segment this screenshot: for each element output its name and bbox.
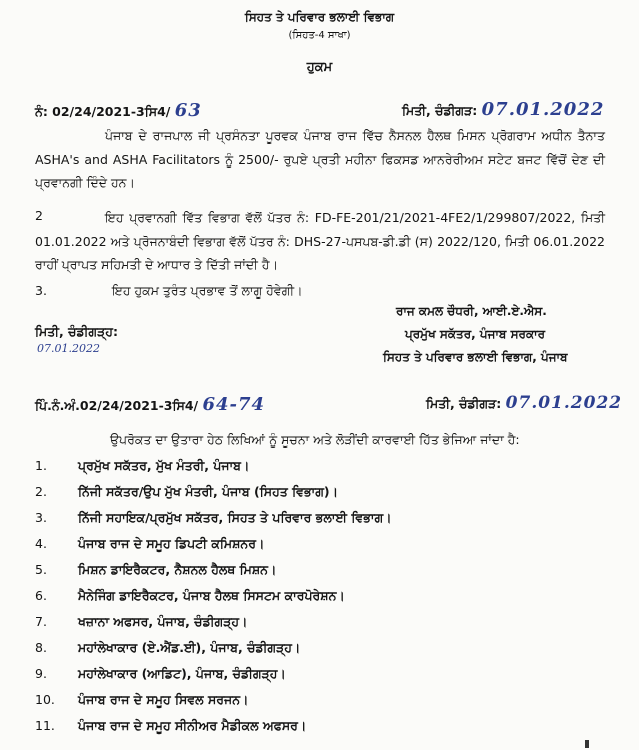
list-item-number: 8.	[35, 640, 47, 655]
order-reference	[35, 100, 202, 121]
list-item-text: ਮਹਾਂਲੇਖਾਕਾਰ (ਏ.ਐਂਡ.ਈ), ਪੰਜਾਬ, ਚੰਡੀਗੜ੍ਹ।	[78, 640, 301, 655]
endorsement-reference	[35, 394, 265, 415]
endorsement-intro: ਉਪਰੋਕਤ ਦਾ ਉਤਾਰਾ ਹੇਠ ਲਿਖਿਆਂ ਨੂੰ ਸੂਚਨਾ ਅਤੇ ਲੋੜੀਂਦੀ ਕਾਰਵਾਈ ਹਿੱਤ ਭੇਜਿਆ ਜਾਂਦਾ ਹੈ:	[110, 432, 520, 447]
endorsement-ref-handwritten: 64-74	[202, 394, 266, 415]
order-paragraph-2: ਇਹ ਪ੍ਰਵਾਨਗੀ ਵਿੱਤ ਵਿਭਾਗ ਵੱਲੋਂ ਪੱਤਰ ਨੰ: FD-FE-201/21/2021-4FE2/1/299807/2022, ਮਿਤੀ 01.01.2022 ਅਤੇ ਪ੍ਰੋਜਨਾਬੰਦੀ ਵਿਭਾਗ ਵੱਲੋਂ ਪੱਤਰ ਨੰ: DHS-27-ਪਸਪਬ-ਡੀ.ਡੀ (ਸ) 2022/120, ਮਿਤੀ 06.01.2022 ਰਾਹੀਂ ਪ੍ਰਾਪਤ ਸਹਿਮਤੀ ਦੇ ਆਧਾਰ ਤੇ ਦਿੱਤੀ ਜਾਂਦੀ ਹੈ।	[35, 210, 605, 272]
list-item-text: ਪੰਜਾਬ ਰਾਜ ਦੇ ਸਮੂਹ ਡਿਪਟੀ ਕਮਿਸ਼ਨਰ।	[78, 536, 265, 551]
list-item-number: 5.	[35, 562, 47, 577]
list-item-text: ਪ੍ਰਮੁੱਖ ਸਕੱਤਰ, ਮੁੱਖ ਮੰਤਰੀ, ਪੰਜਾਬ।	[78, 458, 250, 473]
list-item-number: 4.	[35, 536, 47, 551]
list-item-text: ਪੰਜਾਬ ਰਾਜ ਦੇ ਸਮੂਹ ਸਿਵਲ ਸਰਜਨ।	[78, 692, 249, 707]
order-date	[402, 99, 604, 120]
endorsement-date-handwritten: 07.01.2022	[505, 393, 623, 413]
department-heading: ਸਿਹਤ ਤੇ ਪਰਿਵਾਰ ਭਲਾਈ ਵਿਭਾਗ	[244, 10, 395, 24]
branch-subheading: (ਸਿਹਤ-4 ਸਾਖਾ)	[288, 30, 351, 41]
list-item-text: ਮੈਨੇਜਿੰਗ ਡਾਇਰੈਕਟਰ, ਪੰਜਾਬ ਹੈਲਥ ਸਿਸਟਮ ਕਾਰਪੋਰੇਸ਼ਨ।	[78, 588, 345, 603]
order-title: ਹੁਕਮ	[306, 60, 333, 75]
endorsement-date-label: ਮਿਤੀ, ਚੰਡੀਗੜ:	[426, 396, 502, 411]
list-item-text: ਮਹਾਂਲੇਖਾਕਾਰ (ਆਡਿਟ), ਪੰਜਾਬ, ਚੰਡੀਗੜ੍ਹ।	[78, 666, 286, 681]
page-edge-mark	[585, 740, 589, 748]
order-paragraph-1: ਪੰਜਾਬ ਦੇ ਰਾਜਪਾਲ ਜੀ ਪ੍ਰਸੰਨਤਾ ਪੂਰਵਕ ਪੰਜਾਬ ਰਾਜ ਵਿੱਚ ਨੈਸਨਲ ਹੈਲਥ ਮਿਸਨ ਪ੍ਰੋਗਰਾਮ ਅਧੀਨ ਤੈਨਾਤ ASHA's and ASHA Facilitators ਨੂੰ 2500/- ਰੁਪਏ ਪ੍ਰਤੀ ਮਹੀਨਾ ਫਿਕਸਡ ਆਨਰੇਰੀਅਮ ਸਟੇਟ ਬਜਟ ਵਿੱਚੋਂ ਦੇਣ ਦੀ ਪ੍ਰਵਾਨਗੀ ਦਿੰਦੇ ਹਨ।	[35, 128, 605, 190]
list-item-number: 3.	[35, 510, 47, 525]
endorsement-ref-label: ਪਿੰ.ਨੰ.ਅੰ.02/24/2021-3ਸਿ4/	[35, 398, 199, 413]
list-item-number: 6.	[35, 588, 47, 603]
order-ref-handwritten: 63	[174, 100, 202, 121]
list-item-text: ਖਜ਼ਾਨਾ ਅਫਸਰ, ਪੰਜਾਬ, ਚੰਡੀਗੜ੍ਹ।	[78, 614, 248, 629]
order-paragraph-3: ਇਹ ਹੁਕਮ ਤੁਰੰਤ ਪ੍ਰਭਾਵ ਤੋਂ ਲਾਗੂ ਹੋਵੇਗੀ।	[112, 283, 303, 298]
paragraph-2-number: 2	[35, 208, 43, 223]
signatory-designation: ਪ੍ਰਮੁੱਖ ਸਕੱਤਰ, ਪੰਜਾਬ ਸਰਕਾਰ	[405, 327, 546, 341]
list-item-number: 1.	[35, 458, 47, 473]
list-item-text: ਨਿੱਜੀ ਸਕੱਤਰ/ਉਪ ਮੁੱਖ ਮੰਤਰੀ, ਪੰਜਾਬ (ਸਿਹਤ ਵਿਭਾਗ)।	[78, 484, 339, 499]
list-item-number: 9.	[35, 666, 47, 681]
order-date-handwritten: 07.01.2022	[481, 99, 605, 120]
place-date-label: ਮਿਤੀ, ਚੰਡੀਗੜ੍ਹ:	[35, 324, 118, 339]
signature-date-handwritten: 07.01.2022	[37, 342, 100, 355]
signatory-department: ਸਿਹਤ ਤੇ ਪਰਿਵਾਰ ਭਲਾਈ ਵਿਭਾਗ, ਪੰਜਾਬ	[383, 350, 568, 364]
list-item-number: 11.	[35, 718, 55, 733]
list-item-number: 2.	[35, 484, 47, 499]
list-item-number: 7.	[35, 614, 47, 629]
list-item-number: 10.	[35, 692, 55, 707]
paragraph-3-number: 3.	[35, 283, 47, 298]
order-ref-label: ਨੰ: 02/24/2021-3ਸਿ4/	[35, 104, 171, 119]
list-item-text: ਨਿੱਜੀ ਸਹਾਇਕ/ਪ੍ਰਮੁੱਖ ਸਕੱਤਰ, ਸਿਹਤ ਤੇ ਪਰਿਵਾਰ ਭਲਾਈ ਵਿਭਾਗ।	[78, 510, 392, 525]
endorsement-date	[426, 393, 622, 413]
list-item-text: ਮਿਸ਼ਨ ਡਾਇਰੈਕਟਰ, ਨੈਸ਼ਨਲ ਹੈਲਥ ਮਿਸ਼ਨ।	[78, 562, 277, 577]
list-item-text: ਪੰਜਾਬ ਰਾਜ ਦੇ ਸਮੂਹ ਸੀਨੀਅਰ ਮੈਡੀਕਲ ਅਫਸਰ।	[78, 718, 307, 733]
order-date-label: ਮਿਤੀ, ਚੰਡੀਗੜ:	[402, 103, 478, 118]
signatory-name: ਰਾਜ ਕਮਲ ਚੌਧਰੀ, ਆਈ.ਏ.ਐਸ.	[396, 304, 547, 318]
